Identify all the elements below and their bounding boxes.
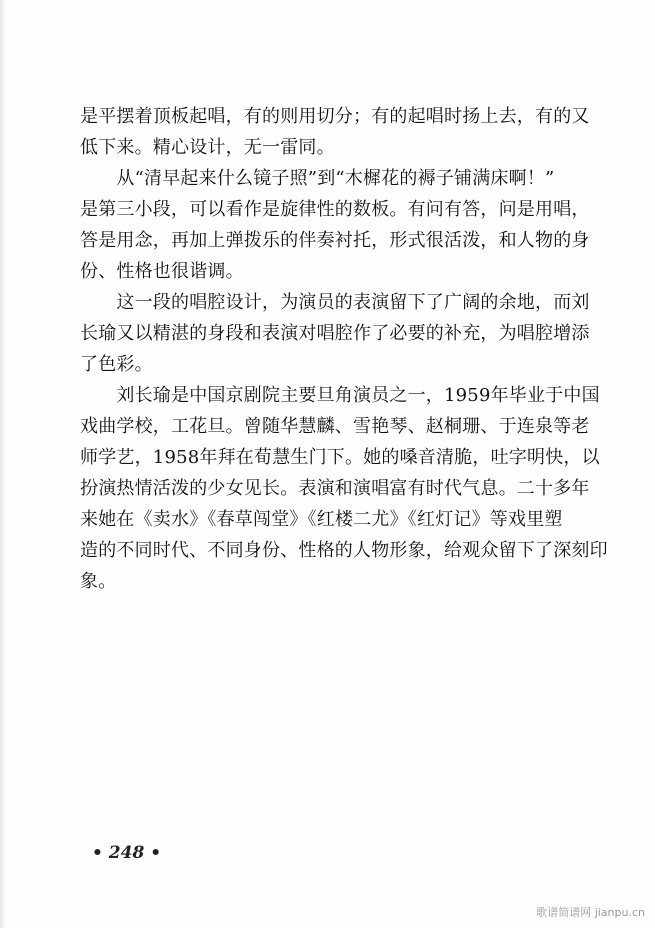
page-edge-shadow: [0, 0, 6, 928]
body-text: [80, 101, 615, 597]
paragraph: 刘长瑜是中国京剧院主要旦角演员之一，1959年毕业于中国 戏曲学校，工花旦。曾随华慧麟、雪艳琴、赵桐珊、于连泉等老 师学艺，1958年拜在荀慧生门下。她的嗓音清脆，吐字明快，以 扮演热情活泼的少女见长。表演和演唱富有时代气息。二十多年 来她在《卖水》《春草闯堂》《红楼二尤》《红灯记》等戏里塑 造的不同时代、不同身份、性格的人物形象，给观众留下了深刻印 象。: [80, 385, 608, 592]
paragraph: 这一段的唱腔设计，为演员的表演留下了广阔的余地，而刘 长瑜又以精湛的身段和表演对唱腔作了必要的补充，为唱腔增添 了色彩。: [80, 292, 590, 375]
paragraph: 从“清早起来什么镜子照”到“木樨花的褥子铺满床啊！” 是第三小段，可以看作是旋律性的数板。有问有答，问是用唱， 答是用念，再加上弹拨乐的伴奏衬托，形式很活泼，和人物的身 份、性格也很谐调。: [80, 168, 590, 282]
page-number: • 248 •: [92, 843, 162, 863]
paragraph: 是平摆着顶板起唱，有的则用切分；有的起唱时扬上去，有的又 低下来。精心设计，无一雷同。: [80, 106, 590, 158]
watermark: 歌谱简谱网 jianpu.cn: [536, 906, 645, 919]
